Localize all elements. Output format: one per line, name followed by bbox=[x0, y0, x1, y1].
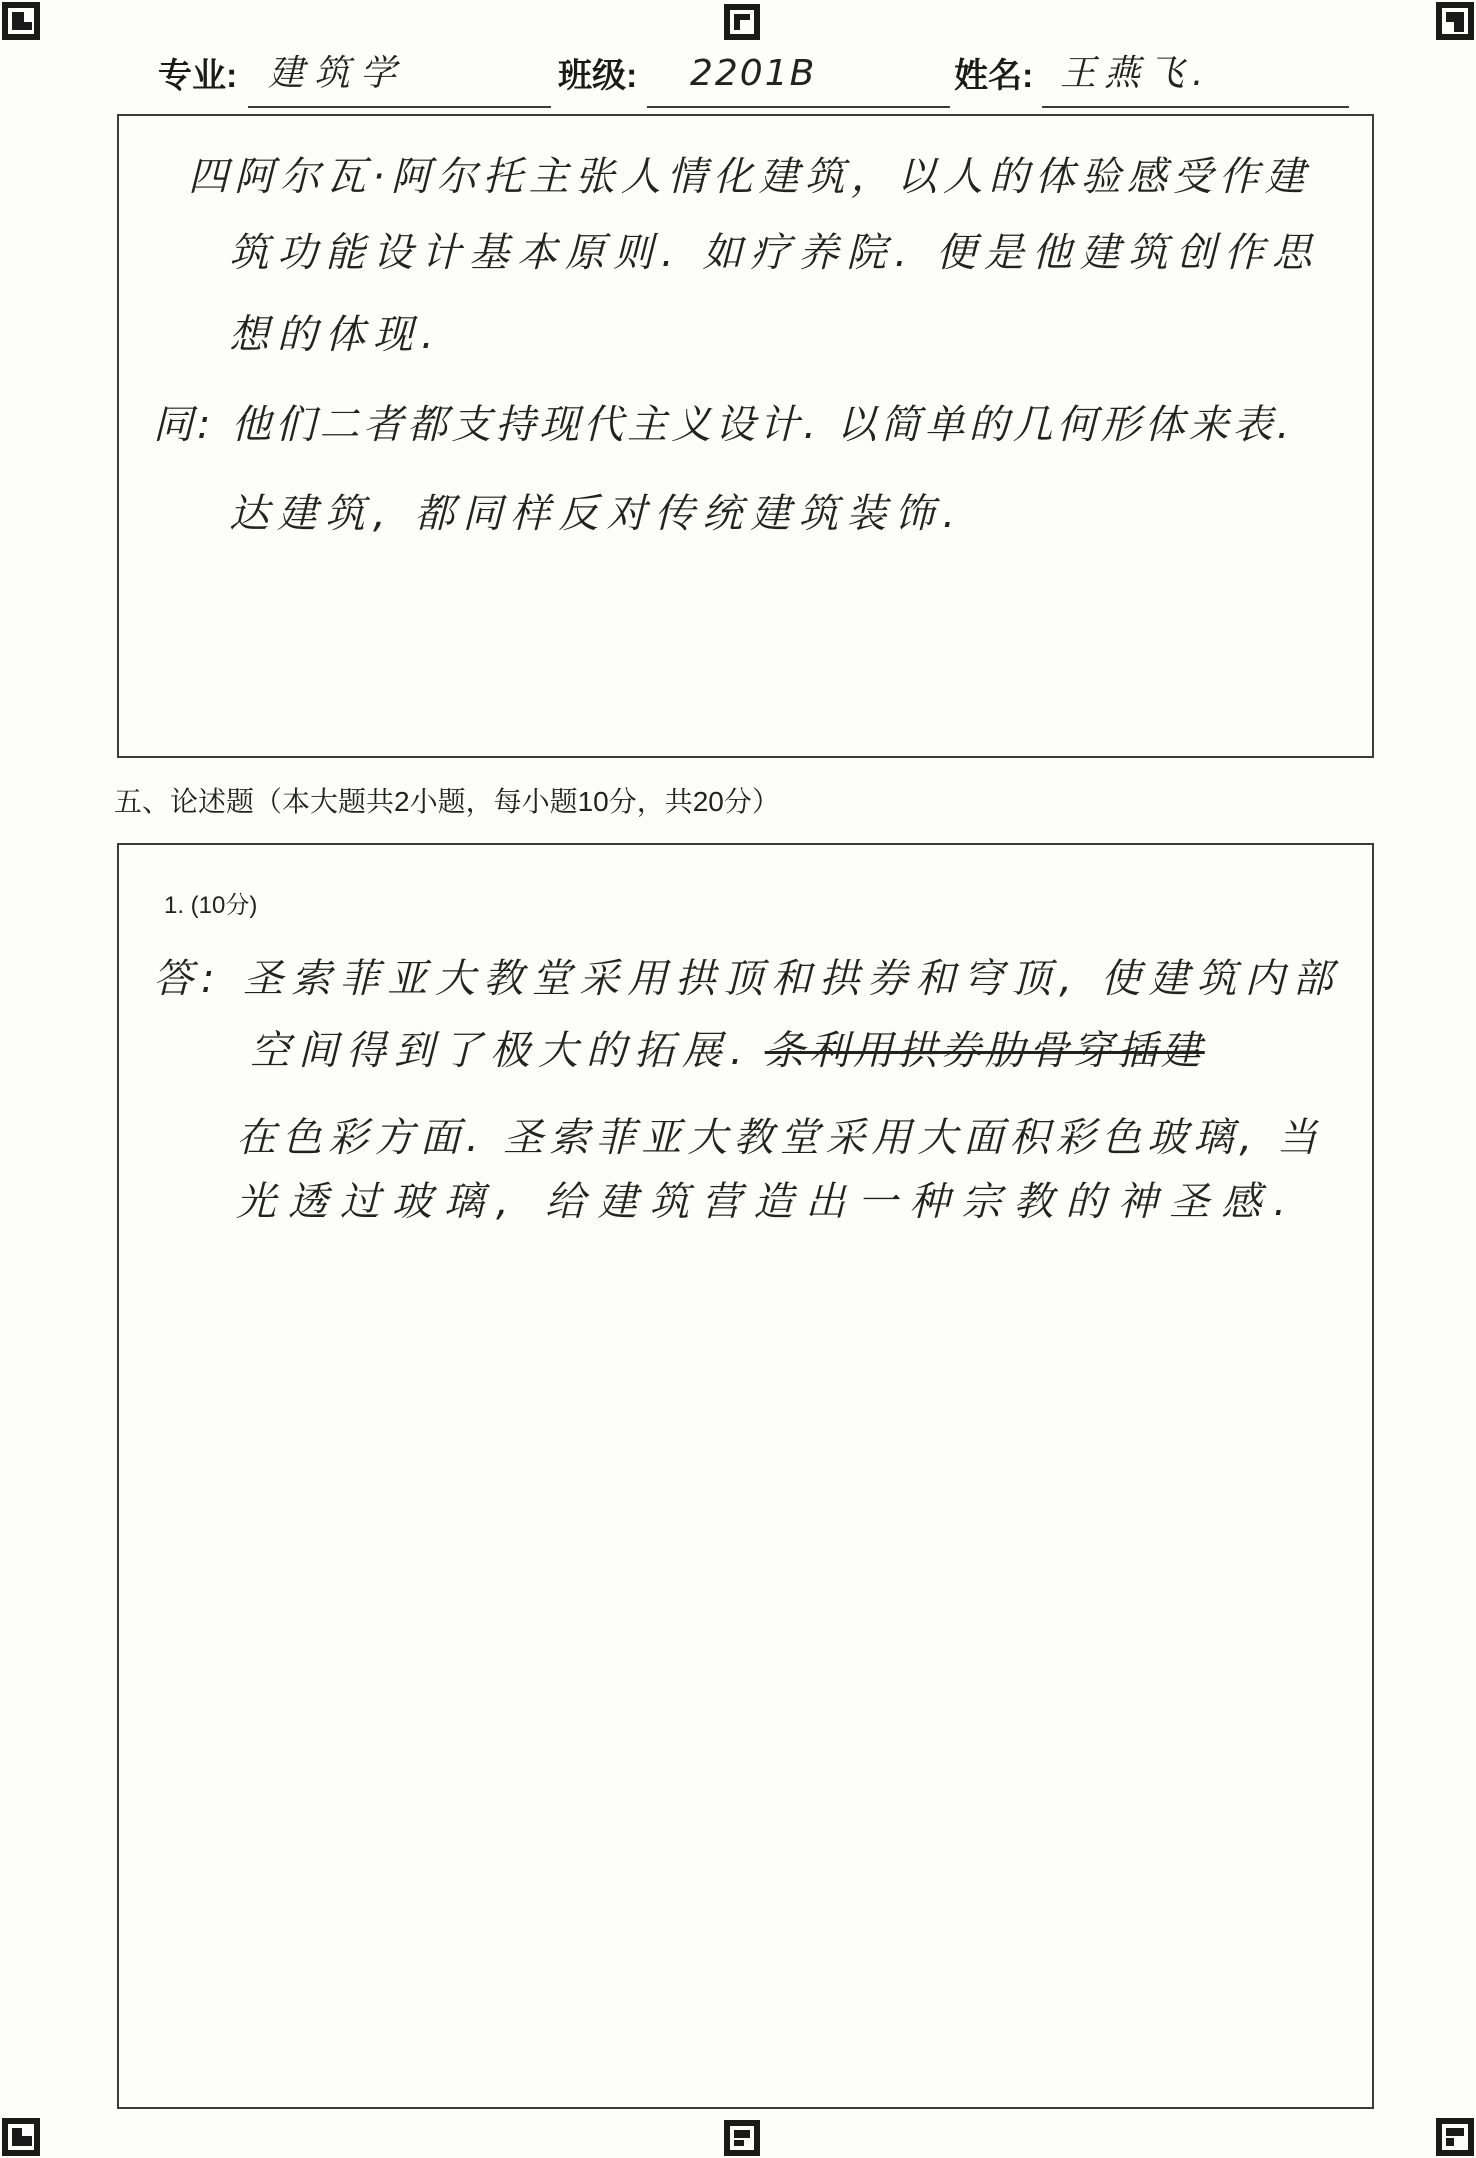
answer-line: 达建筑, 都同样反对传统建筑装饰. bbox=[229, 491, 964, 537]
major-value: 建筑学 bbox=[268, 53, 407, 94]
answer-line: 想的体现. bbox=[229, 312, 442, 358]
answer-text: 空间得到了极大的拓展. bbox=[250, 1028, 751, 1074]
class-underline bbox=[647, 106, 950, 108]
name-underline bbox=[1042, 106, 1349, 108]
answer-line: 四阿尔瓦·阿尔托主张人情化建筑，以人的体验感受作建 bbox=[188, 154, 1311, 200]
corner-marker-top-right bbox=[1436, 2, 1474, 40]
corner-marker-bottom-center bbox=[724, 2120, 760, 2156]
major-underline bbox=[248, 106, 551, 108]
question-label: 1. (10分) bbox=[164, 892, 258, 919]
corner-marker-bottom-right bbox=[1436, 2118, 1474, 2156]
name-value: 王燕飞. bbox=[1060, 53, 1212, 94]
corner-marker-bottom-left bbox=[2, 2118, 40, 2156]
answer-line: 同: 他们二者都支持现代主义设计. 以简单的几何形体来表. bbox=[153, 402, 1294, 448]
major-label: 专业: bbox=[158, 57, 238, 95]
answer-box-1 bbox=[117, 114, 1374, 758]
answer-line: 光透过玻璃, 给建筑营造出一种宗教的神圣感. bbox=[236, 1179, 1299, 1225]
corner-marker-top-left bbox=[2, 2, 40, 40]
struck-out-text: 条利用拱券肋骨穿插建 bbox=[764, 1028, 1205, 1074]
class-value: 2201B bbox=[690, 53, 817, 94]
section-heading: 五、论述题（本大题共2小题，每小题10分，共20分） bbox=[114, 786, 780, 817]
name-label: 姓名: bbox=[954, 57, 1034, 95]
corner-marker-top-center bbox=[724, 4, 760, 40]
answer-line: 筑功能设计基本原则. 如疗养院. 便是他建筑创作思 bbox=[229, 230, 1320, 276]
answer-line: 答: 圣索菲亚大教堂采用拱顶和拱券和穹顶, 使建筑内部 bbox=[153, 956, 1341, 1002]
answer-line bbox=[250, 1026, 1205, 1076]
answer-line: 在色彩方面. 圣索菲亚大教堂采用大面积彩色玻璃, 当 bbox=[236, 1115, 1323, 1161]
answer-box-2 bbox=[117, 843, 1374, 2109]
class-label: 班级: bbox=[558, 57, 638, 95]
